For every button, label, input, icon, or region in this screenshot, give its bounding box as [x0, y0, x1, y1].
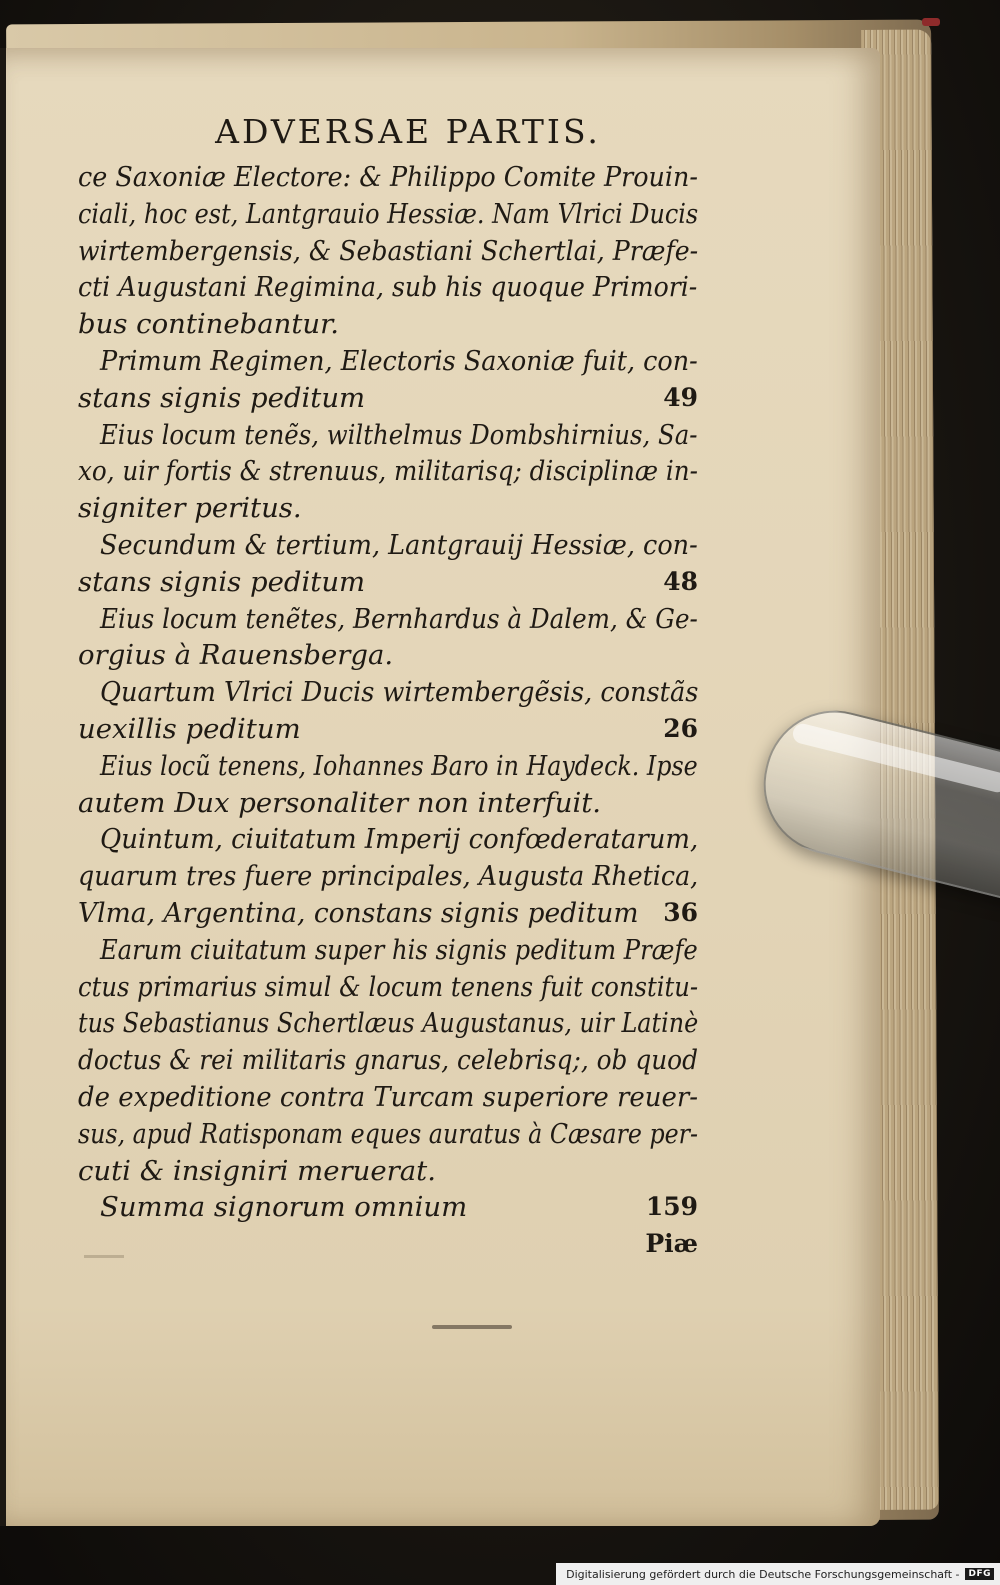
digitization-footer — [556, 1563, 1000, 1585]
footer-text: Digitalisierung gefördert durch die Deutsche Forschungsgemeinschaft - — [566, 1567, 960, 1581]
text-line — [78, 306, 698, 343]
line-text: bus continebantur. — [78, 308, 340, 341]
line-text: Quintum, ciuitatum Imperij confœderatarum, — [100, 823, 699, 856]
line-text: doctus & rei militaris gnarus, celebrisq;, ob quod — [78, 1044, 698, 1077]
line-text: ciali, hoc est, Lantgrauio Hessiæ. Nam Vlrici Ducis — [78, 197, 699, 230]
text-line — [78, 1079, 698, 1116]
line-text: stans signis peditum — [78, 565, 366, 598]
text-line — [78, 748, 698, 785]
text-line — [78, 969, 698, 1006]
text-line — [78, 1042, 698, 1079]
red-page-edge — [922, 18, 940, 26]
line-count-number: 26 — [663, 713, 698, 743]
ink-smudge — [432, 1325, 512, 1329]
dfg-logo-icon: DFG — [965, 1568, 994, 1580]
text-line — [78, 159, 698, 196]
line-text: xo, uir fortis & strenuus, militarisq; disciplinæ in- — [78, 455, 698, 488]
text-line — [78, 932, 698, 969]
line-text: de expeditione contra Turcam superiore reuer- — [78, 1080, 699, 1113]
text-line — [78, 601, 698, 638]
line-count-number: 48 — [663, 566, 698, 596]
text-line — [78, 564, 698, 601]
text-lines — [78, 159, 698, 1226]
text-line — [78, 895, 698, 932]
line-text: Primum Regimen, Electoris Saxoniæ fuit, con- — [100, 344, 698, 377]
text-line — [78, 1005, 698, 1042]
text-line — [78, 858, 698, 895]
text-line — [78, 453, 698, 490]
text-line — [78, 380, 698, 417]
text-line — [78, 821, 698, 858]
line-text: quarum tres fuere principales, Augusta Rhetica, — [78, 860, 699, 893]
text-line — [78, 343, 698, 380]
line-text: Eius locum tenẽs, wilthelmus Dombshirnius, Sa- — [100, 418, 698, 451]
text-line — [78, 196, 698, 233]
line-text: ce Saxoniæ Electore: & Philippo Comite Prouin- — [78, 161, 698, 193]
text-line — [78, 1116, 698, 1153]
line-text: stans signis peditum — [78, 381, 366, 414]
line-count-number: 49 — [663, 382, 698, 412]
line-text: cuti & insigniri meruerat. — [78, 1154, 436, 1187]
line-text: uexillis peditum — [78, 712, 301, 745]
text-line — [78, 674, 698, 711]
text-line — [78, 417, 698, 454]
line-text: Eius locũ tenens, Iohannes Baro in Haydeck. Ipse — [100, 749, 698, 782]
text-line — [78, 527, 698, 564]
line-text: autem Dux personaliter non interfuit. — [78, 786, 602, 819]
text-line — [78, 1153, 698, 1190]
line-count-number: 159 — [645, 1192, 698, 1222]
line-text: Summa signorum omnium — [100, 1191, 468, 1224]
text-line — [78, 233, 698, 270]
line-text: Quartum Vlrici Ducis wirtembergẽsis, constãs — [100, 676, 699, 709]
gutter-shadow — [0, 48, 6, 1526]
text-line — [78, 711, 698, 748]
text-line — [78, 269, 698, 306]
line-count-number: 36 — [663, 897, 698, 927]
line-text: Earum ciuitatum super his signis peditum Præfe — [100, 933, 698, 966]
line-text: orgius à Rauensberga. — [78, 639, 394, 672]
catchword: Piæ — [645, 1229, 698, 1259]
line-text: wirtembergensis, & Sebastiani Schertlai, Præfe- — [78, 234, 699, 267]
running-head: ADVERSAE PARTIS. — [215, 112, 601, 151]
line-text: sus, apud Ratisponam eques auratus à Cæsare per- — [78, 1117, 698, 1150]
text-line — [78, 1189, 698, 1226]
text-line — [78, 490, 698, 527]
line-text: signiter peritus. — [78, 492, 302, 525]
line-text: tus Sebastianus Schertlæus Augustanus, uir Latinè — [78, 1007, 699, 1040]
line-text: Eius locum tenẽtes, Bernhardus à Dalem, & Ge- — [100, 602, 698, 635]
line-text: Vlma, Argentina, constans signis peditum — [78, 896, 639, 929]
line-text: cti Augustani Regimina, sub his quoque Primori- — [78, 271, 698, 304]
faint-mark — [84, 1255, 124, 1258]
text-line — [78, 637, 698, 674]
page-text-block — [78, 112, 698, 1262]
line-text: ctus primarius simul & locum tenens fuit constitu- — [78, 970, 699, 1003]
text-line — [78, 785, 698, 822]
line-text: Secundum & tertium, Lantgrauij Hessiæ, con- — [100, 528, 698, 561]
